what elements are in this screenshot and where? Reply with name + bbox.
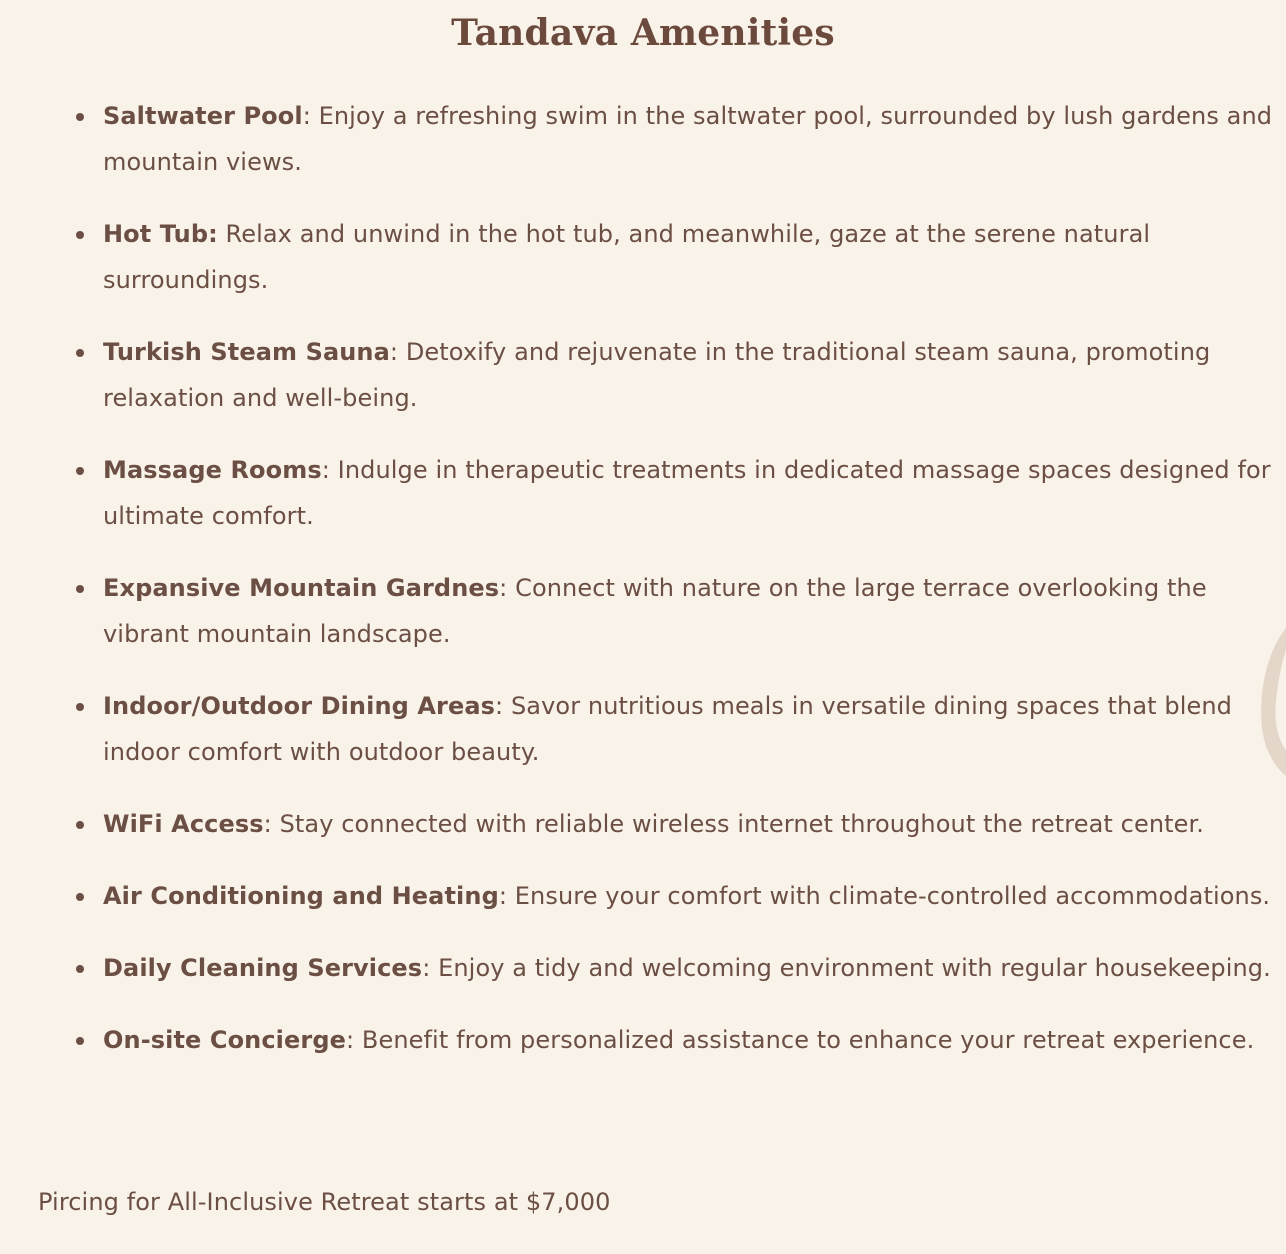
- amenity-name: Massage Rooms: [103, 456, 322, 484]
- amenity-description: Enjoy a refreshing swim in the saltwater pool, surrounded by lush gardens and mountain views.: [103, 102, 1273, 176]
- bullet-icon: [76, 893, 84, 901]
- leaf-decoration-icon: [1258, 610, 1286, 800]
- amenity-name: Turkish Steam Sauna: [103, 338, 390, 366]
- amenity-description: Indulge in therapeutic treatments in dedicated massage spaces designed for ultimate comfort.: [103, 456, 1271, 530]
- amenity-description: Relax and unwind in the hot tub, and meanwhile, gaze at the serene natural surroundings.: [103, 220, 1151, 294]
- list-item: [103, 873, 1273, 919]
- list-item: [103, 1017, 1273, 1063]
- amenity-separator: :: [321, 456, 330, 484]
- amenity-description: Detoxify and rejuvenate in the traditional steam sauna, promoting relaxation and well-being.: [103, 338, 1211, 412]
- amenity-separator: :: [389, 338, 399, 366]
- bullet-icon: [76, 113, 84, 121]
- amenity-description: Ensure your comfort with climate-controlled accommodations.: [507, 882, 1271, 910]
- list-item: [103, 329, 1273, 421]
- amenity-name: WiFi Access: [103, 810, 264, 838]
- amenity-separator: :: [345, 1026, 355, 1054]
- list-item: [103, 801, 1273, 847]
- amenity-name: Hot Tub:: [103, 220, 218, 248]
- bullet-icon: [76, 1037, 84, 1045]
- amenity-name: On-site Concierge: [103, 1026, 346, 1054]
- amenity-separator: :: [422, 954, 431, 982]
- page-title: Tandava Amenities: [451, 12, 835, 54]
- amenity-name: Indoor/Outdoor Dining Areas: [103, 692, 496, 720]
- bullet-icon: [76, 821, 84, 829]
- amenity-description: Benefit from personalized assistance to enhance your retreat experience.: [354, 1026, 1255, 1054]
- bullet-icon: [76, 231, 84, 239]
- list-item: [103, 447, 1273, 539]
- amenity-separator: :: [495, 692, 504, 720]
- amenity-separator: :: [499, 574, 508, 602]
- pricing-note: Pircing for All-Inclusive Retreat starts at $7,000: [38, 1188, 611, 1216]
- amenity-description: Savor nutritious meals in versatile dining spaces that blend indoor comfort with outdoor beauty.: [103, 692, 1232, 766]
- amenities-list: [103, 93, 1273, 1089]
- amenity-separator: :: [498, 882, 508, 910]
- amenity-description: Enjoy a tidy and welcoming environment with regular housekeeping.: [430, 954, 1271, 982]
- amenity-description: Connect with nature on the large terrace overlooking the vibrant mountain landscape.: [103, 574, 1207, 648]
- amenity-name: Saltwater Pool: [103, 102, 303, 130]
- bullet-icon: [76, 585, 84, 593]
- list-item: [103, 93, 1273, 185]
- bullet-icon: [76, 349, 84, 357]
- amenity-name: Daily Cleaning Services: [103, 954, 423, 982]
- amenity-description: Stay connected with reliable wireless internet throughout the retreat center.: [271, 810, 1204, 838]
- list-item: [103, 565, 1273, 657]
- bullet-icon: [76, 703, 84, 711]
- bullet-icon: [76, 467, 84, 475]
- list-item: [103, 945, 1273, 991]
- bullet-icon: [76, 965, 84, 973]
- amenity-separator: :: [263, 810, 272, 838]
- amenity-name: Air Conditioning and Heating: [103, 882, 499, 910]
- list-item: [103, 683, 1273, 775]
- amenity-name: Expansive Mountain Gardnes: [103, 574, 500, 602]
- list-item: [103, 211, 1273, 303]
- amenity-separator: :: [302, 102, 311, 130]
